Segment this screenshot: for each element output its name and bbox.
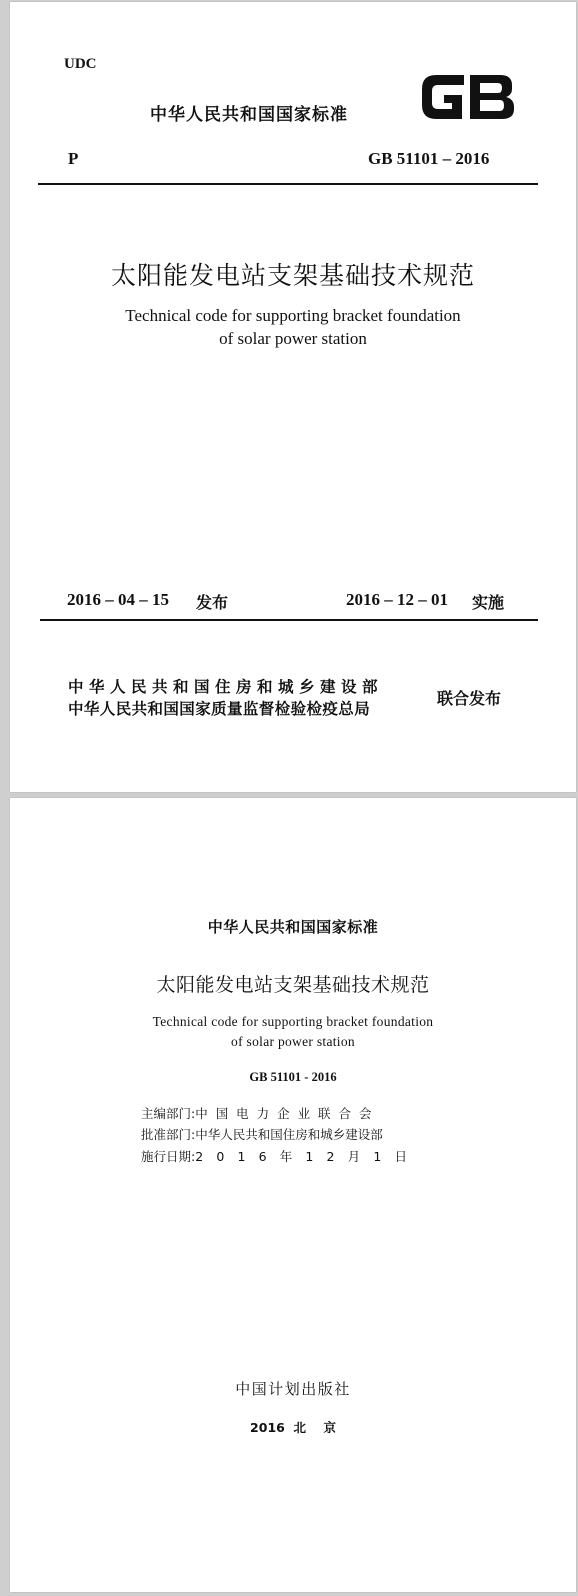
title-cn: 太阳能发电站支架基础技术规范	[110, 261, 475, 290]
editor-label: 主编部门:	[141, 1106, 196, 1121]
approver-value: 中华人民共和国住房和城乡建设部	[195, 1127, 383, 1142]
publish-place: 2016 北 京	[250, 1420, 336, 1435]
top-rule	[38, 183, 538, 185]
issuer-1: 中华人民共和国住房和城乡建设部	[68, 678, 384, 696]
standard-code: GB 51101 – 2016	[368, 149, 490, 168]
bottom-rule	[40, 619, 538, 621]
cover-page	[10, 2, 576, 792]
gb-logo	[418, 69, 518, 125]
tp-standard-type: 中华人民共和国国家标准	[207, 918, 379, 936]
title-en-line1: Technical code for supporting bracket foundation	[125, 306, 461, 325]
issuer-2: 中华人民共和国国家质量监督检验检疫总局	[68, 700, 371, 718]
issue-date: 2016 – 04 – 15	[67, 590, 169, 609]
implement-label: 实施	[472, 593, 505, 612]
tp-title-en-line1: Technical code for supporting bracket foundation	[152, 1014, 434, 1029]
effective-row	[141, 1147, 412, 1165]
gb-logo-text: GB	[468, 123, 470, 124]
issue-label: 发布	[196, 593, 229, 612]
tp-code: GB 51101 - 2016	[249, 1070, 337, 1084]
publisher: 中国计划出版社	[235, 1380, 351, 1398]
category-letter: P	[68, 149, 79, 168]
tp-title-en-line2: of solar power station	[231, 1034, 355, 1049]
standard-type: 中华人民共和国国家标准	[150, 105, 348, 125]
approver-label: 批准部门:	[141, 1127, 196, 1142]
approver-row	[141, 1125, 383, 1143]
editor-value: 中 国 电 力 企 业 联 合 会	[195, 1106, 374, 1121]
implement-date: 2016 – 12 – 01	[346, 590, 448, 609]
joint-issue: 联合发布	[437, 689, 502, 708]
effective-label: 施行日期:	[141, 1149, 196, 1164]
title-page	[10, 798, 576, 1592]
title-en-line2: of solar power station	[219, 329, 367, 348]
editor-row	[141, 1104, 374, 1122]
tp-title-cn: 太阳能发电站支架基础技术规范	[156, 974, 430, 996]
effective-value: 2 0 1 6 年 1 2 月 1 日	[195, 1149, 412, 1164]
udc-label: UDC	[64, 56, 97, 72]
